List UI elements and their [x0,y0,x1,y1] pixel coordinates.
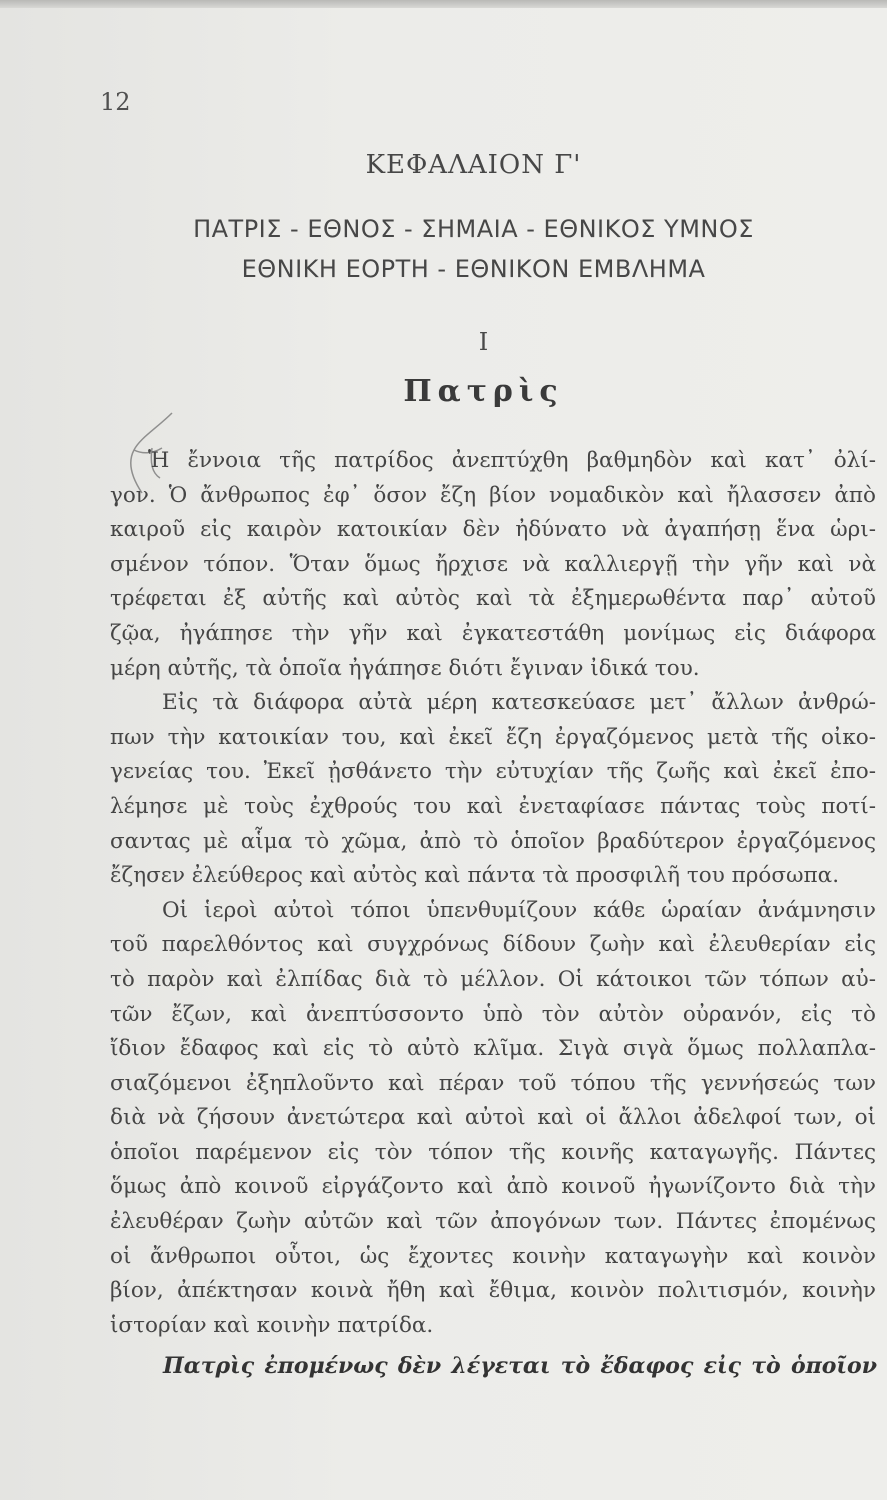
text-line: ἴδιον ἔδαφος καὶ εἰς τὸ αὐτὸ κλῖμα. Σιγὰ σιγὰ ὅμως πολλαπλα- [110,1036,876,1062]
text-line: μέρη αὐτῆς, τὰ ὁποῖα ἠγάπησε διότι ἔγιναν ἰδικά του. [110,655,700,681]
text-line: ἐλευθέραν ζωὴν αὐτῶν καὶ τῶν ἀπογόνων των. Πάντες ἐπομένως [110,1209,876,1235]
chapter-heading: ΚΕΦΑΛΑΙΟΝ Γ' [365,150,582,180]
text-line: τὸ παρὸν καὶ ἐλπίδας διὰ τὸ μέλλον. Οἱ κάτοικοι τῶν τόπων αὐ- [110,966,876,992]
text-line: ἔζησεν ἐλεύθερος καὶ αὐτὸς καὶ πάντα τὰ προσφιλῆ του πρόσωπα. [110,863,840,889]
page-number: 12 [100,88,131,116]
text-line: ὅμως ἀπὸ κοινοῦ εἰργάζοντο καὶ ἀπὸ κοινοῦ ἠγωνίζοντο διὰ τὴν [110,1174,876,1200]
chapter-subtitle-line-1: ΠΑΤΡΙΣ - ΕΘΝΟΣ - ΣΗΜΑΙΑ - ΕΘΝΙΚΟΣ ΥΜΝΟΣ [193,215,754,243]
page-top-edge [0,0,887,8]
text-line: γενείας του. Ἐκεῖ ᾐσθάνετο τὴν εὐτυχίαν τῆς ζωῆς καὶ ἐκεῖ ἐπο- [110,759,876,785]
chapter-subtitle-line-2: ΕΘΝΙΚΗ ΕΟΡΤΗ - ΕΘΝΙΚΟΝ ΕΜΒΛΗΜΑ [241,255,706,283]
text-line: τοῦ παρελθόντος καὶ συγχρόνως δίδουν ζωὴν καὶ ἐλευθερίαν εἰς [110,932,876,958]
text-line: Οἱ ἱεροὶ αὐτοὶ τόποι ὑπενθυμίζουν κάθε ὡραίαν ἀνάμνησιν [162,897,876,923]
section-title: Πατρὶς [403,374,564,409]
text-line: καιροῦ εἰς καιρὸν κατοικίαν δὲν ἠδύνατο νὰ ἀγαπήσῃ ἕνα ὡρι- [110,517,876,543]
text-line: ζῷα, ἠγάπησε τὴν γῆν καὶ ἐγκατεστάθη μονίμως εἰς διάφορα [110,620,876,646]
text-line: βίον, ἀπέκτησαν κοινὰ ἤθη καὶ ἔθιμα, κοινὸν πολιτισμόν, κοινὴν [110,1278,876,1304]
text-line: ὁποῖοι παρέμενον εἰς τὸν τόπον τῆς κοινῆς καταγωγῆς. Πάντες [110,1139,876,1165]
section-number: I [478,328,489,356]
text-line: λέμησε μὲ τοὺς ἐχθρούς του καὶ ἐνεταφίασε πάντας τοὺς ποτί- [110,793,876,819]
text-line: τρέφεται ἐξ αὐτῆς καὶ αὐτὸς καὶ τὰ ἐξημερωθέντα παρ᾿ αὐτοῦ [110,586,876,612]
text-line: Ἡ ἔννοια τῆς πατρίδος ἀνεπτύχθη βαθμηδὸν καὶ κατ᾿ ὀλί- [148,448,876,473]
text-line: γον. Ὁ ἄνθρωπος ἐφ᾿ ὅσον ἔζη βίον νομαδικὸν καὶ ἤλασσεν ἀπὸ [110,482,876,508]
text-line: Εἰς τὰ διάφορα αὐτὰ μέρη κατεσκεύασε μετ᾿ ἄλλων ἀνθρώ- [162,690,876,716]
text-line: σμένον τόπον. Ὅταν ὅμως ἤρχισε νὰ καλλιεργῇ τὴν γῆν καὶ νὰ [110,551,876,577]
text-line: σιαζόμενοι ἐξηπλοῦντο καὶ πέραν τοῦ τόπου τῆς γεννήσεώς των [110,1070,876,1096]
text-line: διὰ νὰ ζήσουν ἀνετώτερα καὶ αὐτοὶ καὶ οἱ ἄλλοι ἀδελφοί των, οἱ [110,1105,876,1131]
text-line: οἱ ἄνθρωποι οὗτοι, ὡς ἔχοντες κοινὴν καταγωγὴν καὶ κοινὸν [110,1243,876,1269]
text-line: τῶν ἔζων, καὶ ἀνεπτύσσοντο ὑπὸ τὸν αὐτὸν οὐρανόν, εἰς τὸ [110,1001,876,1027]
text-line: σαντας μὲ αἷμα τὸ χῶμα, ἀπὸ τὸ ὁποῖον βραδύτερον ἐργαζόμενος [110,828,876,854]
text-line: πων τὴν κατοικίαν του, καὶ ἐκεῖ ἔζη ἐργαζόμενος μετὰ τῆς οἰκο- [110,724,876,750]
bold-italic-definition-line: Πατρὶς ἐπομένως δὲν λέγεται τὸ ἔδαφος εἰς τὸ ὁποῖον [163,1353,877,1379]
text-line: ἱστορίαν καὶ κοινὴν πατρίδα. [110,1312,434,1338]
body-text [110,444,876,1343]
